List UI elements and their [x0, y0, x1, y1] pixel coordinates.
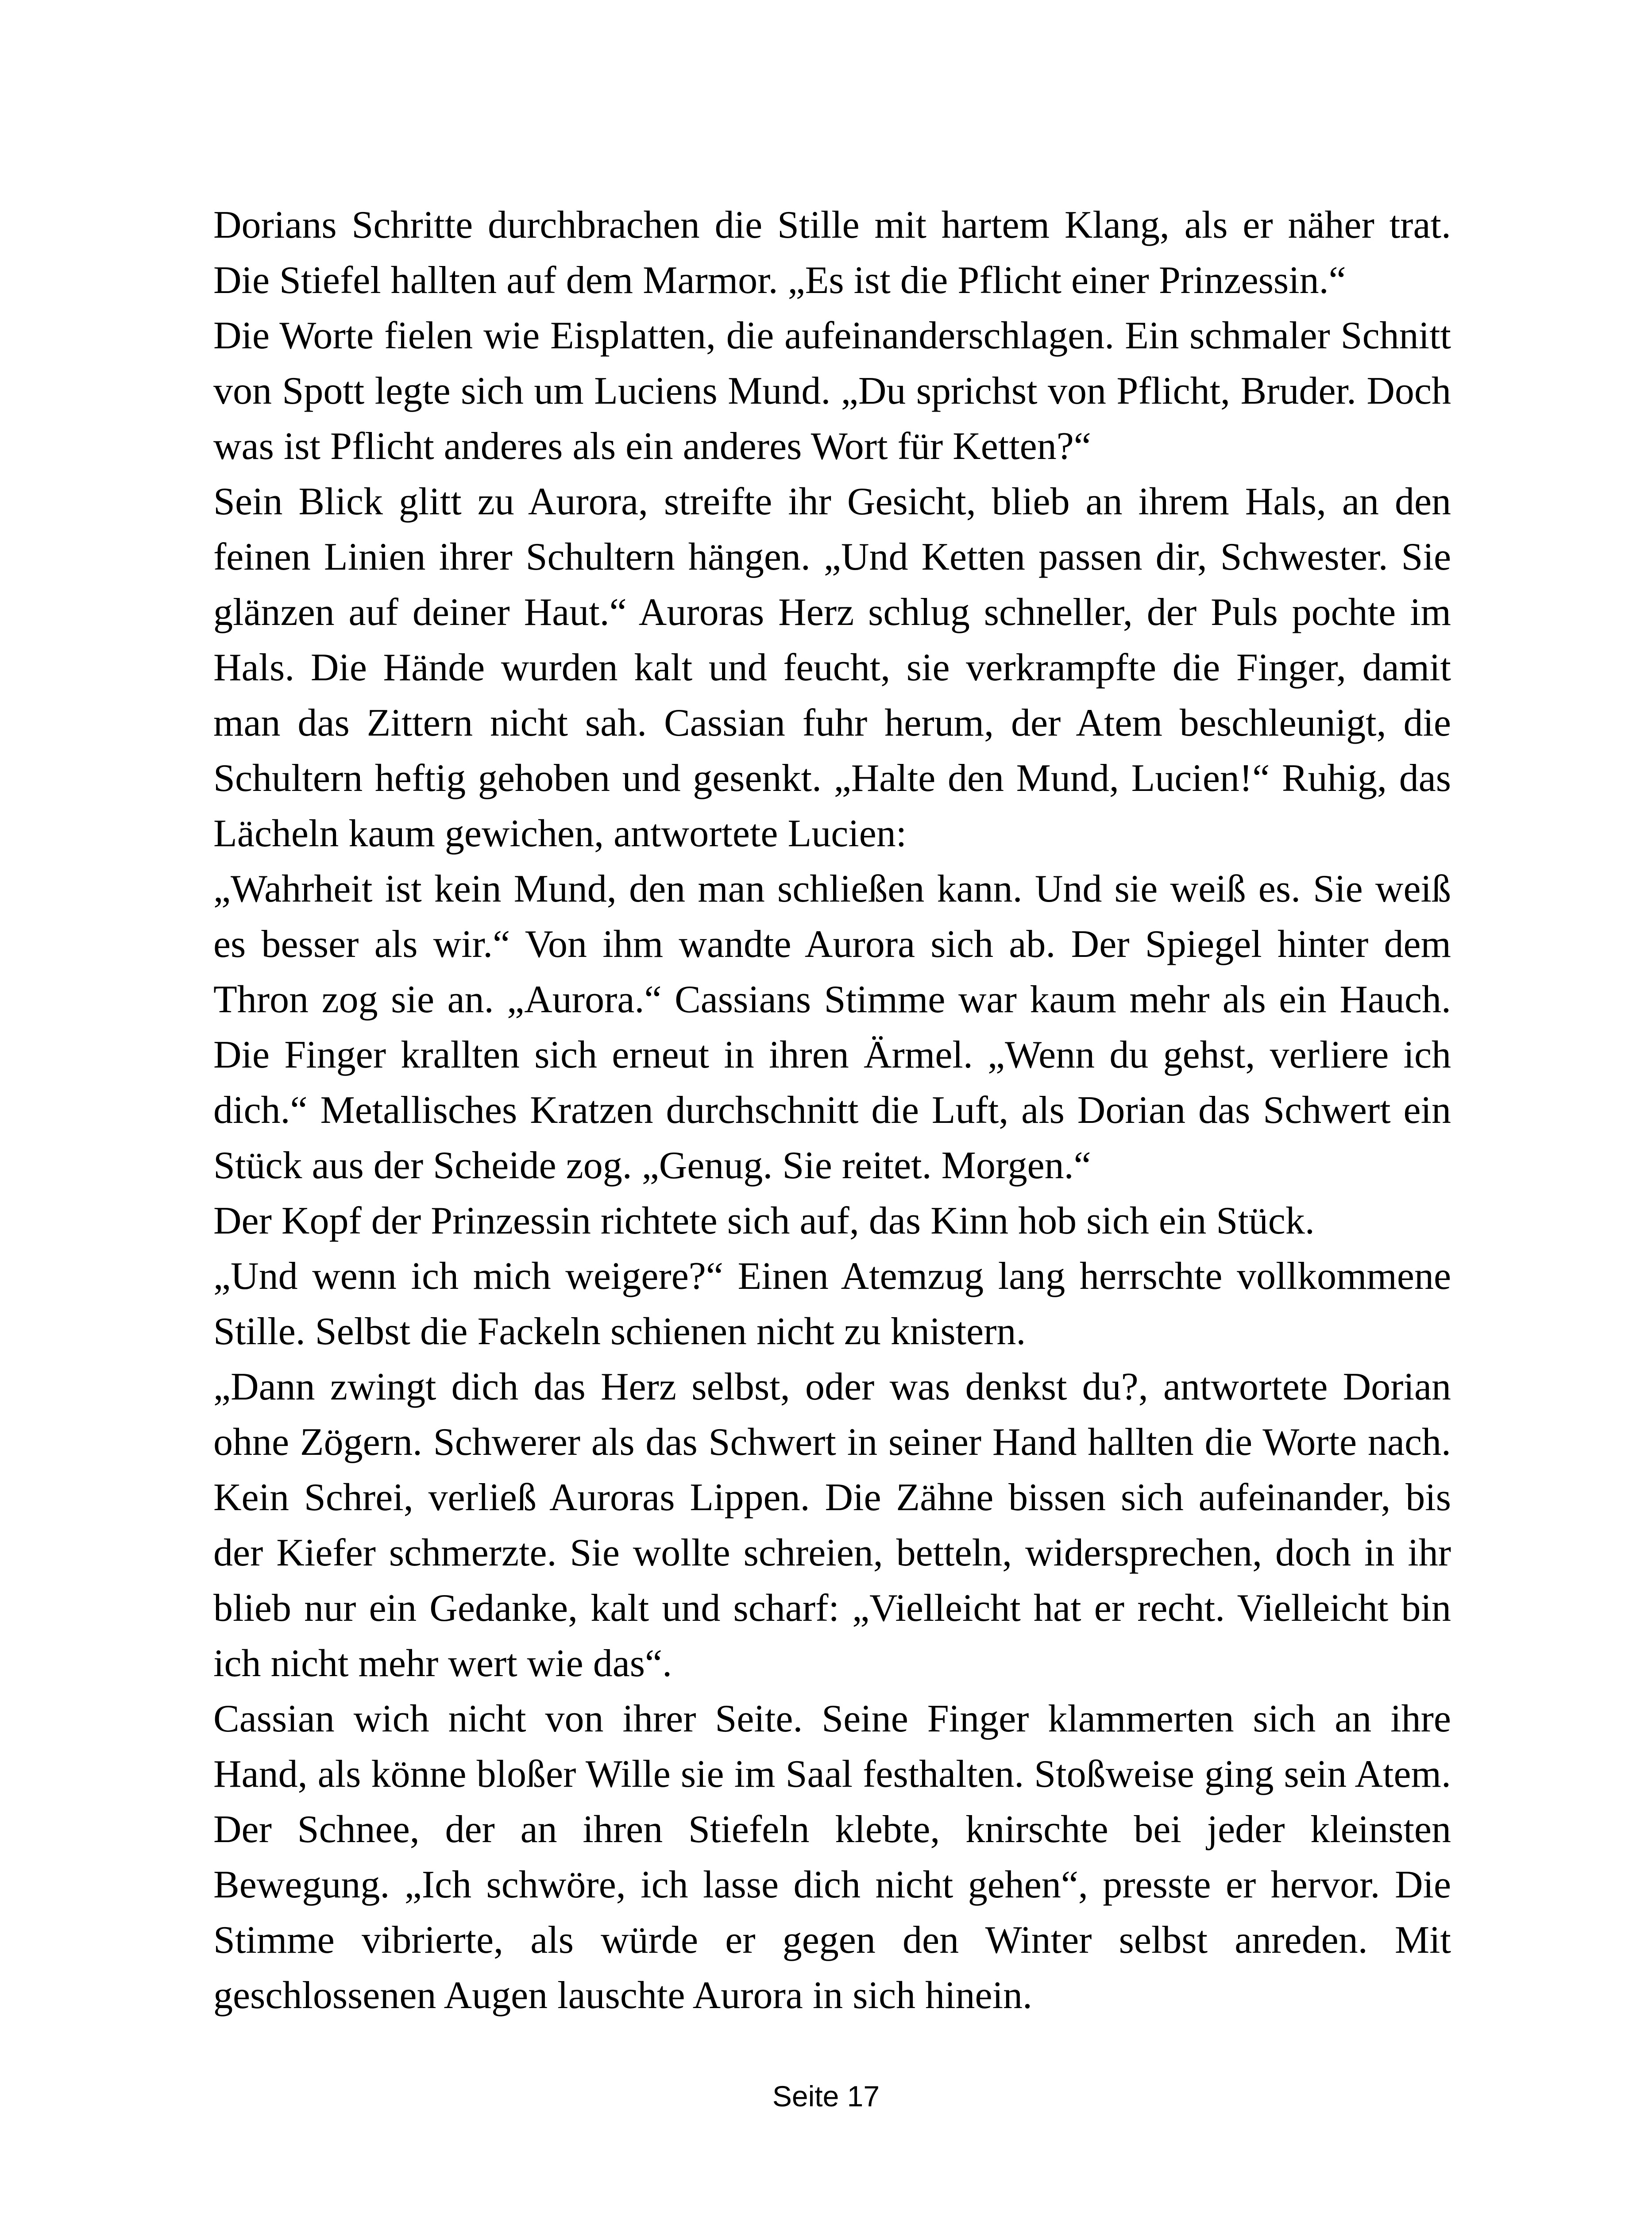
paragraph: „Dann zwingt dich das Herz selbst, oder was denkst du?, antwortete Dorian ohne Zögern. Schwerer als das Schwert in seiner Hand hallten die Worte nach. Kein Schrei, verließ Auroras Lippen. Die Zähne bissen sich aufeinander, bis der Kiefer schmerzte. Sie wollte schreien, betteln, widersprechen, doch in ihr blieb nur ein Gedanke, kalt und scharf: „Vielleicht hat er recht. Vielleicht bin ich nicht mehr wert wie das“. [213, 1365, 1451, 1685]
paragraph: „Und wenn ich mich weigere?“ Einen Atemzug lang herrschte vollkommene Stille. Selbst die Fackeln schienen nicht zu knistern. [213, 1255, 1451, 1353]
paragraph: Cassian wich nicht von ihrer Seite. Seine Finger klammerten sich an ihre Hand, als könne bloßer Wille sie im Saal festhalten. Stoßweise ging sein Atem. Der Schnee, der an ihren Stiefeln klebte, knirschte bei jeder kleinsten Bewegung. „Ich schwöre, ich lasse dich nicht gehen“, presste er hervor. Die Stimme vibrierte, als würde er gegen den Winter selbst anreden. Mit geschlossenen Augen lauschte Aurora in sich hinein. [213, 1697, 1451, 2017]
body-text [213, 197, 1451, 2023]
paragraph: Die Worte fielen wie Eisplatten, die aufeinanderschlagen. Ein schmaler Schnitt von Spott legte sich um Luciens Mund. „Du sprichst von Pflicht, Bruder. Doch was ist Pflicht anderes als ein anderes Wort für Ketten?“ [213, 314, 1451, 468]
paragraph: Dorians Schritte durchbrachen die Stille mit hartem Klang, als er näher trat. Die Stiefel hallten auf dem Marmor. „Es ist die Pflicht einer Prinzessin.“ [213, 204, 1451, 302]
paragraph: Sein Blick glitt zu Aurora, streifte ihr Gesicht, blieb an ihrem Hals, an den feinen Linien ihrer Schultern hängen. „Und Ketten passen dir, Schwester. Sie glänzen auf deiner Haut.“ Auroras Herz schlug schneller, der Puls pochte im Hals. Die Hände wurden kalt und feucht, sie verkrampfte die Finger, damit man das Zittern nicht sah. Cassian fuhr herum, der Atem beschleunigt, die Schultern heftig gehoben und gesenkt. „Halte den Mund, Lucien!“ Ruhig, das Lächeln kaum gewichen, antwortete Lucien: [213, 480, 1451, 855]
page-number: Seite 17 [772, 2080, 880, 2113]
paragraph: „Wahrheit ist kein Mund, den man schließen kann. Und sie weiß es. Sie weiß es besser als wir.“ Von ihm wandte Aurora sich ab. Der Spiegel hinter dem Thron zog sie an. „Aurora.“ Cassians Stimme war kaum mehr als ein Hauch. Die Finger krallten sich erneut in ihren Ärmel. „Wenn du gehst, verliere ich dich.“ Metallisches Kratzen durchschnitt die Luft, als Dorian das Schwert ein Stück aus der Scheide zog. „Genug. Sie reitet. Morgen.“ [213, 867, 1451, 1187]
paragraph: Der Kopf der Prinzessin richtete sich auf, das Kinn hob sich ein Stück. [213, 1199, 1315, 1242]
